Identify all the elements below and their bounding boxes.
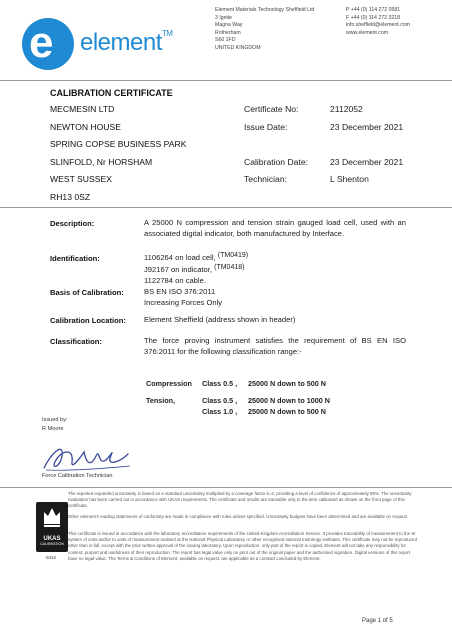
brand-wordmark (80, 29, 172, 57)
description-label: Description: (50, 219, 95, 228)
technician-label: Technician: (244, 174, 287, 184)
indicator-tag: (TM0418) (214, 263, 245, 271)
range-mode: Compression (146, 379, 192, 388)
customer-line: RH13 0SZ (50, 191, 91, 202)
classification-text: The force proving instrument satisfies the requirement of BS EN ISO 376:2011 for the following classification range:- (144, 336, 406, 356)
range-modes (146, 378, 192, 406)
address-line: 3 Ignite (215, 14, 233, 21)
range-value: 25000 N down to 500 N (248, 379, 326, 388)
ukas-text: UKAS (43, 536, 61, 542)
customer-address (50, 101, 186, 206)
contact-phone: P +44 (0) 114 272 0581 (346, 7, 401, 13)
basis-note: Increasing Forces Only (144, 297, 223, 307)
classification-label: Classification: (50, 337, 102, 346)
footer-accreditation-note: This certificate is issued in accordance with the laboratory accreditation requirements of the United Kingdom Accreditation Service. It provides traceability of measurement to the SI system of units and/or to units of measurement realised at the National Physical Laboratory or other recognised national metrology institutes. This certificate may not be reproduced other than in full, except with the prior written approval of the issuing laboratory. Upon reproduction, only part of the report is copied. Element will not take any responsibility for content, purport and usefulness of their reproduction. The report has legal value only on print out of the original paper and the authorised signature. Digital versions of this report have no legal value. The Terms & Conditions of Element, available on request, are applicable as a contract concluded by Element. (68, 531, 417, 561)
certificate-title: CALIBRATION CERTIFICATE (50, 88, 173, 98)
issued-by-block (42, 416, 68, 434)
footer-rule (0, 487, 452, 488)
brand-tm: TM (161, 29, 173, 38)
location-label: Calibration Location: (50, 316, 126, 325)
technician-value: L Shenton (330, 174, 369, 184)
meta-values (330, 101, 403, 189)
issuer-role: Force Calibration Technician (42, 473, 113, 479)
brand-word: element (80, 29, 162, 56)
range-classes (202, 378, 237, 417)
range-class: Class 0.5 , (202, 379, 238, 388)
contact-email: info.sheffield@element.com (346, 22, 410, 29)
section-rule (0, 207, 452, 208)
basis-label: Basis of Calibration: (50, 288, 124, 297)
cable-serial: 1122784 on cable. (144, 276, 206, 285)
location-text: Element Sheffield (address shown in header) (144, 315, 296, 324)
company-contact (346, 7, 410, 37)
calibration-date-label: Calibration Date: (244, 156, 309, 167)
range-value: 25000 N down to 500 N (248, 407, 326, 416)
customer-line: SLINFOLD, Nr HORSHAM (50, 156, 153, 167)
ukas-label (36, 536, 68, 546)
address-line: Rotherham (215, 29, 241, 36)
ukas-number: 0412 (46, 555, 57, 560)
customer-line: WEST SUSSEX (50, 174, 112, 184)
range-mode: Tension, (146, 396, 176, 405)
basis-text (144, 287, 406, 308)
footer-conformity-note: Other element's reading statements of conformity are made in compliance with rules unless specified. Uncertainty budgets have been determined and are available on request. (68, 514, 409, 519)
issue-date-value: 23 December 2021 (330, 121, 404, 132)
identification-label: Identification: (50, 254, 100, 263)
contact-website: www.element.com (346, 29, 389, 36)
address-line: Element Materials Technology Sheffield Ltd (215, 7, 315, 13)
page-number: Page 1 of 5 (362, 618, 393, 624)
element-logo (22, 18, 74, 70)
company-address (215, 7, 314, 53)
contact-fax: F +44 (0) 114 272 3218 (346, 14, 400, 21)
ukas-crown-icon (36, 502, 68, 532)
certificate-number-label: Certificate No: (244, 104, 299, 114)
range-value: 25000 N down to 1000 N (248, 396, 330, 405)
address-line: Magna Way (215, 22, 243, 29)
basis-standard: BS EN ISO 376:2011 (144, 287, 216, 296)
load-cell-tag: (TM0419) (217, 252, 249, 259)
meta-labels (244, 101, 308, 189)
range-class: Class 0.5 , (202, 396, 238, 405)
load-cell-serial: 1106264 on load cell, (144, 253, 216, 262)
logo-e-glyph: e (29, 18, 54, 67)
identification-list (144, 253, 406, 287)
range-class: Class 1.0 , (202, 407, 238, 416)
customer-line: NEWTON HOUSE (50, 121, 121, 132)
customer-line: SPRING COPSE BUSINESS PARK (50, 139, 187, 149)
description-text: A 25000 N compression and tension strain gauged load cell, used with an associated digital indicator, both manufactured by Interface. (144, 218, 406, 238)
address-line: S60 1FD (215, 37, 236, 44)
footer-uncertainty-note: The reported expanded uncertainty is based on a standard uncertainty multiplied by a coverage factor k=2, providing a level of confidence of approximately 95%. The uncertainty evaluation has been carried out in accordance with UKAS requirements. The certificate and results are traceable only to the item calibrated as shown on the front page of this certificate. (68, 491, 412, 509)
address-line: UNITED KINGDOM (215, 44, 261, 51)
customer-line: MECMESIN LTD (50, 104, 115, 114)
signature-image (38, 438, 138, 474)
indicator-serial: J92167 on indicator, (144, 264, 212, 274)
issue-date-label: Issue Date: (244, 121, 288, 132)
issued-by-label: Issued by: (42, 417, 68, 423)
range-values (248, 378, 330, 417)
header-rule (0, 80, 452, 81)
issuer-name: R Moore (42, 426, 64, 432)
ukas-subtitle: CALIBRATION (40, 542, 64, 546)
certificate-number-value: 2112052 (330, 104, 363, 114)
calibration-date-value: 23 December 2021 (330, 156, 404, 167)
